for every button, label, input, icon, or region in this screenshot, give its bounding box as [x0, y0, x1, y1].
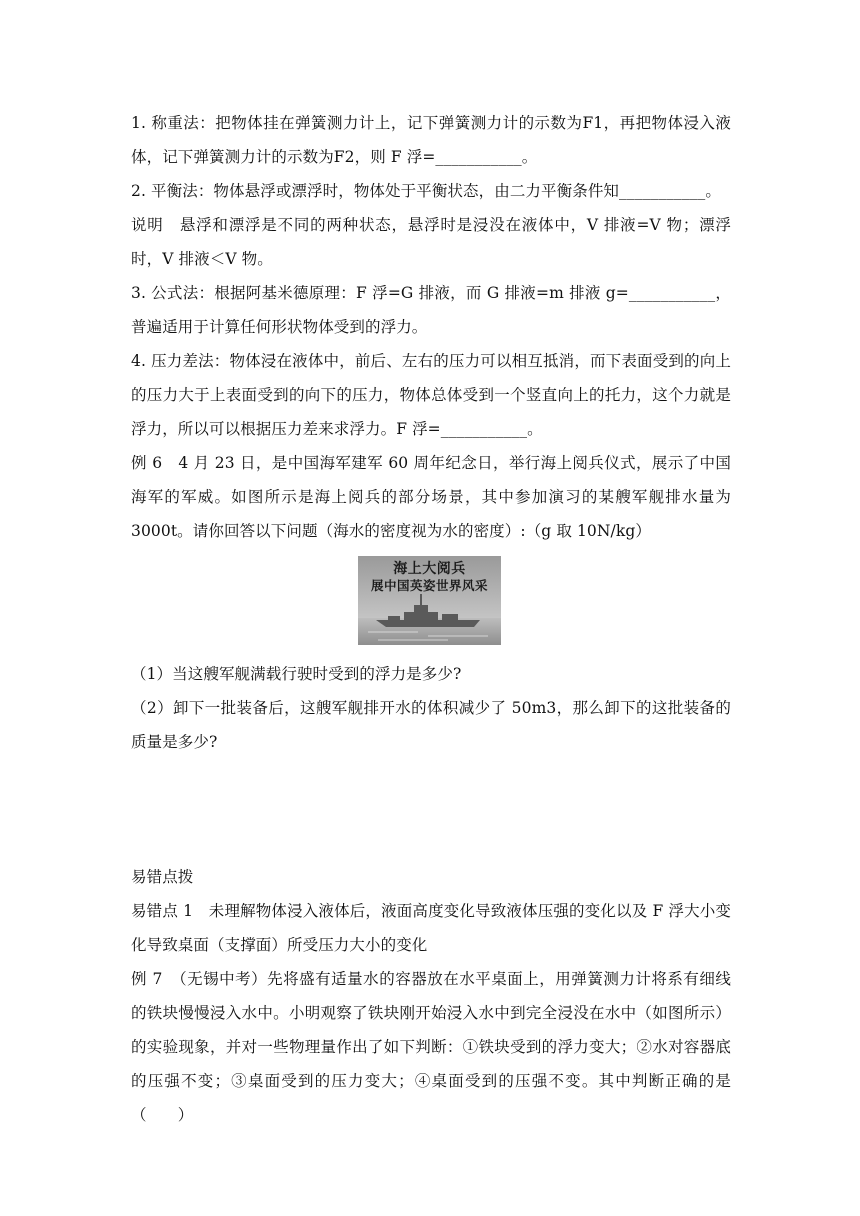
photo-caption-line-1: 海上大阅兵	[393, 561, 466, 577]
question-2: （2）卸下一批装备后，这艘军舰排开水的体积减少了 50m3，那么卸下的这批装备的质量是多少?	[131, 699, 731, 751]
paragraph-balance-method: 2. 平衡法：物体悬浮或漂浮时，物体处于平衡状态，由二力平衡条件知___________。	[131, 182, 721, 200]
paragraph-pressure-difference-method: 4. 压力差法：物体浸在液体中，前后、左右的压力可以相互抵消，而下表面受到的向上的压力大于上表面受到的向下的压力，物体总体受到一个竖直向上的托力，这个力就是浮力，所以可以根据压力差来求浮力。F 浮=___________。	[131, 352, 731, 438]
section-heading-common-errors: 易错点拨	[131, 868, 194, 886]
question-1: （1）当这艘军舰满载行驶时受到的浮力是多少?	[131, 665, 462, 683]
paragraph-error-point-1: 易错点 1 未理解物体浸入液体后，液面高度变化导致液体压强的变化以及 F 浮大小变化导致桌面（支撑面）所受压力大小的变化	[131, 902, 731, 954]
paragraph-note: 说明 悬浮和漂浮是不同的两种状态，悬浮时是浸没在液体中，V 排液=V 物；漂浮时，V 排液＜V 物。	[131, 216, 731, 268]
paragraph-weighing-method: 1. 称重法：把物体挂在弹簧测力计上，记下弹簧测力计的示数为F1，再把物体浸入液体，记下弹簧测力计的示数为F2，则 F 浮=___________。	[131, 114, 731, 166]
photo-caption-line-2: 展中国英姿世界风采	[370, 578, 488, 593]
paragraph-example-6: 例 6 4 月 23 日，是中国海军建军 60 周年纪念日，举行海上阅兵仪式，展示了中国海军的军威。如图所示是海上阅兵的部分场景，其中参加演习的某艘军舰排水量为 3000t。请你回答以下问题（海水的密度视为水的密度）:（g 取 10N/kg）	[131, 454, 731, 540]
paragraph-formula-method: 3. 公式法：根据阿基米德原理：F 浮=G 排液，而 G 排液=m 排液 g=___________，普遍适用于计算任何形状物体受到的浮力。	[131, 284, 731, 336]
paragraph-example-7: 例 7 （无锡中考）先将盛有适量水的容器放在水平桌面上，用弹簧测力计将系有细线的铁块慢慢浸入水中。小明观察了铁块刚开始浸入水中到完全浸没在水中（如图所示）的实验现象，并对一些物理量作出了如下判断：①铁块受到的浮力变大；②水对容器底的压强不变；③桌面受到的压力变大；④桌面受到的压强不变。其中判断正确的是（ ）	[131, 970, 731, 1124]
warship-photo	[358, 556, 501, 645]
